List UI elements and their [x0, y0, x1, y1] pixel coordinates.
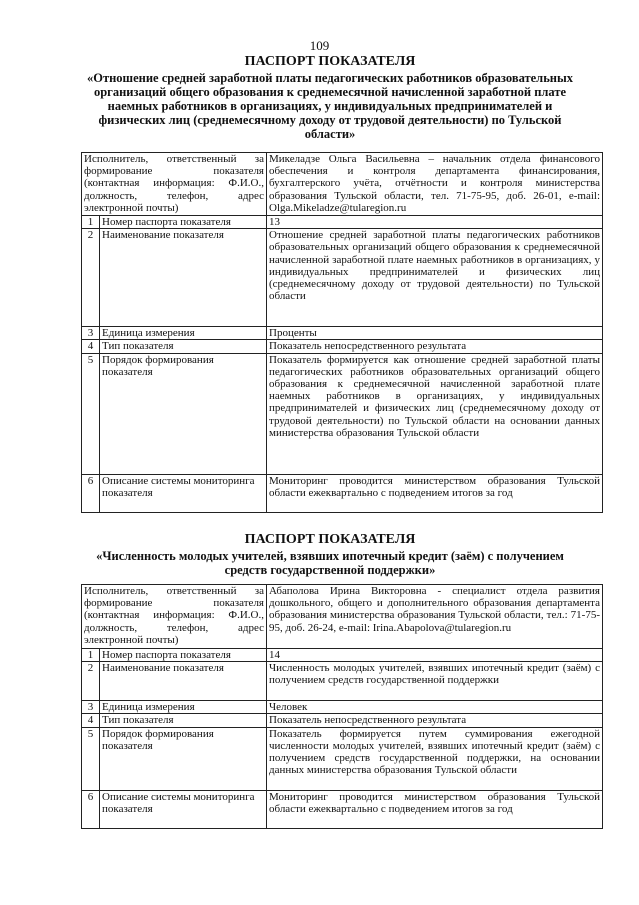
table-row: [82, 714, 603, 727]
row-number: 6: [82, 790, 100, 828]
executor-label: Исполнитель, ответственный за формирование показателя (контактная информация: Ф.И.О., должность, телефон, адрес электронной почты): [82, 153, 267, 216]
row-number: 4: [82, 340, 100, 353]
row-number: 3: [82, 327, 100, 340]
passport-table-1: [81, 152, 603, 513]
row-number: 1: [82, 216, 100, 229]
table-row: [82, 353, 603, 474]
table-row: [82, 216, 603, 229]
table-row: [82, 790, 603, 828]
row-number: 6: [82, 474, 100, 512]
row-label: Номер паспорта показателя: [100, 649, 267, 662]
row-label: Номер паспорта показателя: [100, 216, 267, 229]
row-number: 3: [82, 701, 100, 714]
row-label: Наименование показателя: [100, 662, 267, 701]
passport-heading-1: ПАСПОРТ ПОКАЗАТЕЛЯ: [244, 54, 416, 69]
row-number: 1: [82, 649, 100, 662]
table-row: [82, 649, 603, 662]
passport-subtitle-1: «Отношение средней заработной платы педагогических работников образовательных организаций общего образования к среднемесячной начисленной заработной плате наемных работников в организациях, у индивидуальных предпринимателей и физических лиц (среднемесячному доходу от трудовой деятельности) по Тульской области»: [86, 71, 574, 141]
table-row: [82, 585, 603, 649]
executor-value: Микеладзе Ольга Васильевна – начальник отдела финансового обеспечения и контроля департамента финансирования, бухгалтерского учёта, отчётности и контроля министерства образования Тульской области, тел. 71-75-95, доб. 26-01, e-mail: Olga.Mikeladze@tularegion.ru: [267, 153, 603, 216]
executor-label: Исполнитель, ответственный за формирование показателя (контактная информация: Ф.И.О., должность, телефон, адрес электронной почты): [82, 585, 267, 649]
row-number: 5: [82, 727, 100, 790]
row-number: 2: [82, 229, 100, 327]
row-label: Наименование показателя: [100, 229, 267, 327]
row-label: Единица измерения: [100, 327, 267, 340]
table-row: [82, 701, 603, 714]
row-label: Тип показателя: [100, 340, 267, 353]
row-value: 14: [267, 649, 603, 662]
row-label: Порядок формирования показателя: [100, 353, 267, 474]
table-row: [82, 229, 603, 327]
row-value: Показатель формируется путем суммирования ежегодной численности молодых учителей, взявших ипотечный кредит (заём) с получением средств государственной поддержки, на основании данных министерства образования Тульской области: [267, 727, 603, 790]
row-number: 2: [82, 662, 100, 701]
table-row: [82, 727, 603, 790]
table-row: [82, 153, 603, 216]
row-label: Описание системы мониторинга показателя: [100, 474, 267, 512]
passport-subtitle-2: «Численность молодых учителей, взявших ипотечный кредит (заём) с получением средств государственной поддержки»: [96, 549, 564, 577]
row-value: Отношение средней заработной платы педагогических работников образовательных организаций общего образования к среднемесячной начисленной заработной плате наемных работников в организациях, у индивидуальных предпринимателей и физических лиц (среднемесячному доходу от трудовой деятельности) по Тульской области: [267, 229, 603, 327]
page-number: 109: [309, 38, 330, 53]
row-value: Мониторинг проводится министерством образования Тульской области ежеквартально с подведением итогов за год: [267, 474, 603, 512]
passport-heading-2: ПАСПОРТ ПОКАЗАТЕЛЯ: [244, 532, 416, 547]
row-label: Тип показателя: [100, 714, 267, 727]
row-value: Показатель формируется как отношение средней заработной платы педагогических работников образовательных организаций общего образования к среднемесячной начисленной заработной плате наемных работников в организациях, у индивидуальных предпринимателей и физических лиц (среднемесячному доходу от трудовой деятельности) по Тульской области на основании данных министерства образования Тульской области: [267, 353, 603, 474]
executor-value: Абаполова Ирина Викторовна - специалист отдела развития дошкольного, общего и дополнительного образования департамента образования министерства образования Тульской области, тел.: 71-75-95, доб. 26-24, e-mail: Irina.Abapolova@tularegion.ru: [267, 585, 603, 649]
row-value: Человек: [267, 701, 603, 714]
row-value: Численность молодых учителей, взявших ипотечный кредит (заём) с получением средств государственной поддержки: [267, 662, 603, 701]
row-number: 5: [82, 353, 100, 474]
table-row: [82, 340, 603, 353]
row-value: 13: [267, 216, 603, 229]
row-value: Показатель непосредственного результата: [267, 340, 603, 353]
row-value: Мониторинг проводится министерством образования Тульской области ежеквартально с подведением итогов за год: [267, 790, 603, 828]
table-row: [82, 327, 603, 340]
row-label: Порядок формирования показателя: [100, 727, 267, 790]
table-row: [82, 662, 603, 701]
row-label: Единица измерения: [100, 701, 267, 714]
row-value: Проценты: [267, 327, 603, 340]
row-value: Показатель непосредственного результата: [267, 714, 603, 727]
row-label: Описание системы мониторинга показателя: [100, 790, 267, 828]
passport-table-2: [81, 584, 603, 829]
table-row: [82, 474, 603, 512]
row-number: 4: [82, 714, 100, 727]
